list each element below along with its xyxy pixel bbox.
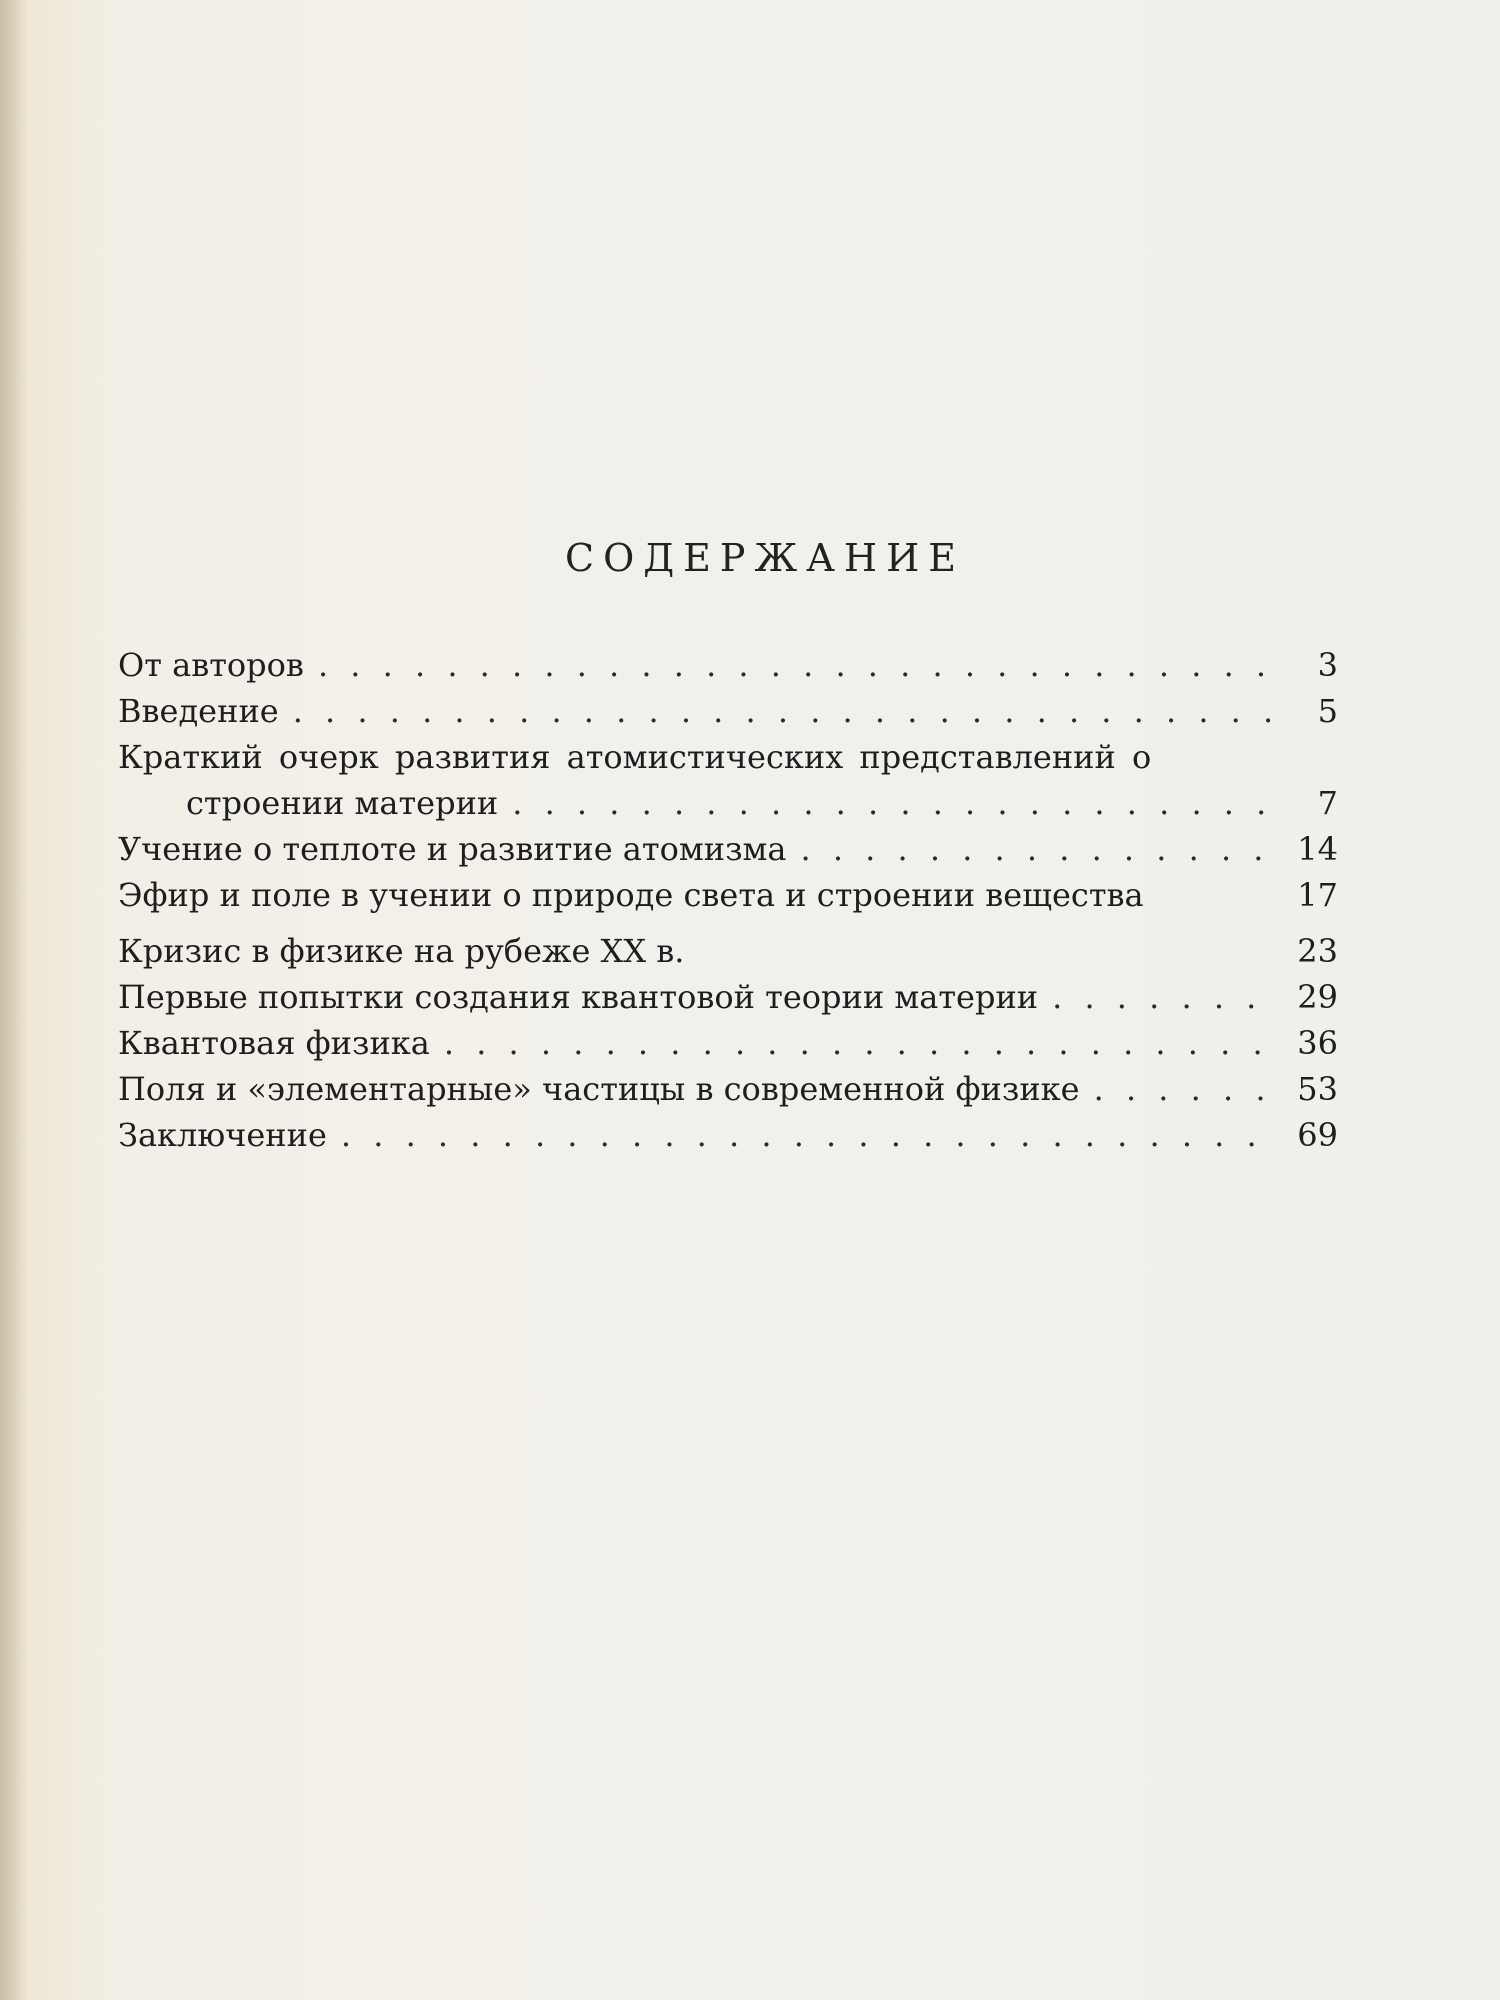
toc-entry-zaklyuchenie (118, 1112, 1338, 1158)
toc-entry-uchenie-o-teplote (118, 826, 1338, 872)
toc-entry-label: Учение о теплоте и развитие атомизма (118, 830, 787, 868)
toc-entry-vvedenie (118, 688, 1338, 734)
toc-entry-label: Поля и «элементарные» частицы в современной физике (118, 1070, 1080, 1108)
toc-entry-page: 17 (1297, 876, 1338, 914)
toc-entry-page: 14 (1297, 830, 1338, 868)
toc-entry-polya-i-chastitsy (118, 1066, 1338, 1112)
toc-entry-label: От авторов (118, 646, 304, 684)
dot-leader (444, 1020, 1272, 1066)
toc-entry-label: Кризис в физике на рубеже XX в. (118, 932, 685, 970)
toc-entry-page: 3 (1317, 646, 1338, 684)
spine-shadow (0, 0, 28, 2000)
toc-entry-label: Заключение (118, 1116, 327, 1154)
dot-leader (341, 1112, 1272, 1158)
dot-leader (800, 826, 1272, 872)
toc-entry-page: 36 (1297, 1024, 1338, 1062)
toc-entry-page: 29 (1297, 978, 1338, 1016)
toc-entry-label: Первые попытки создания квантовой теории материи (118, 978, 1039, 1016)
dot-leader (1052, 974, 1272, 1020)
toc-entry-kvantovaya-fizika (118, 1020, 1338, 1066)
dot-leader (512, 780, 1272, 826)
spacer (118, 918, 1338, 928)
toc-entry-label: Эфир и поле в учении о природе света и строении вещества (118, 876, 1144, 914)
toc-entry-page: 7 (1317, 784, 1338, 822)
toc-entry-label-line1: Краткий очерк развития атомистических представлений о (118, 738, 1152, 776)
toc-entry-label: Введение (118, 692, 279, 730)
toc-entry-page: 5 (1317, 692, 1338, 730)
toc-entry-kratkiy-ocherk (118, 734, 1338, 826)
toc-entry-page: 69 (1297, 1116, 1338, 1154)
page-title: СОДЕРЖАНИЕ (565, 536, 965, 580)
dot-leader (293, 688, 1272, 734)
toc-entry-efir-i-pole (118, 872, 1338, 918)
table-of-contents (118, 642, 1338, 1158)
toc-entry-krizis (118, 928, 1338, 974)
toc-entry-label: Квантовая физика (118, 1024, 430, 1062)
dot-leader (1094, 1066, 1272, 1112)
toc-entry-ot-avtorov (118, 642, 1338, 688)
toc-entry-page: 53 (1297, 1070, 1338, 1108)
toc-entry-label-line2: строении материи (186, 784, 499, 822)
toc-entry-page: 23 (1297, 932, 1338, 970)
dot-leader (318, 642, 1272, 688)
toc-entry-pervye-popytki (118, 974, 1338, 1020)
